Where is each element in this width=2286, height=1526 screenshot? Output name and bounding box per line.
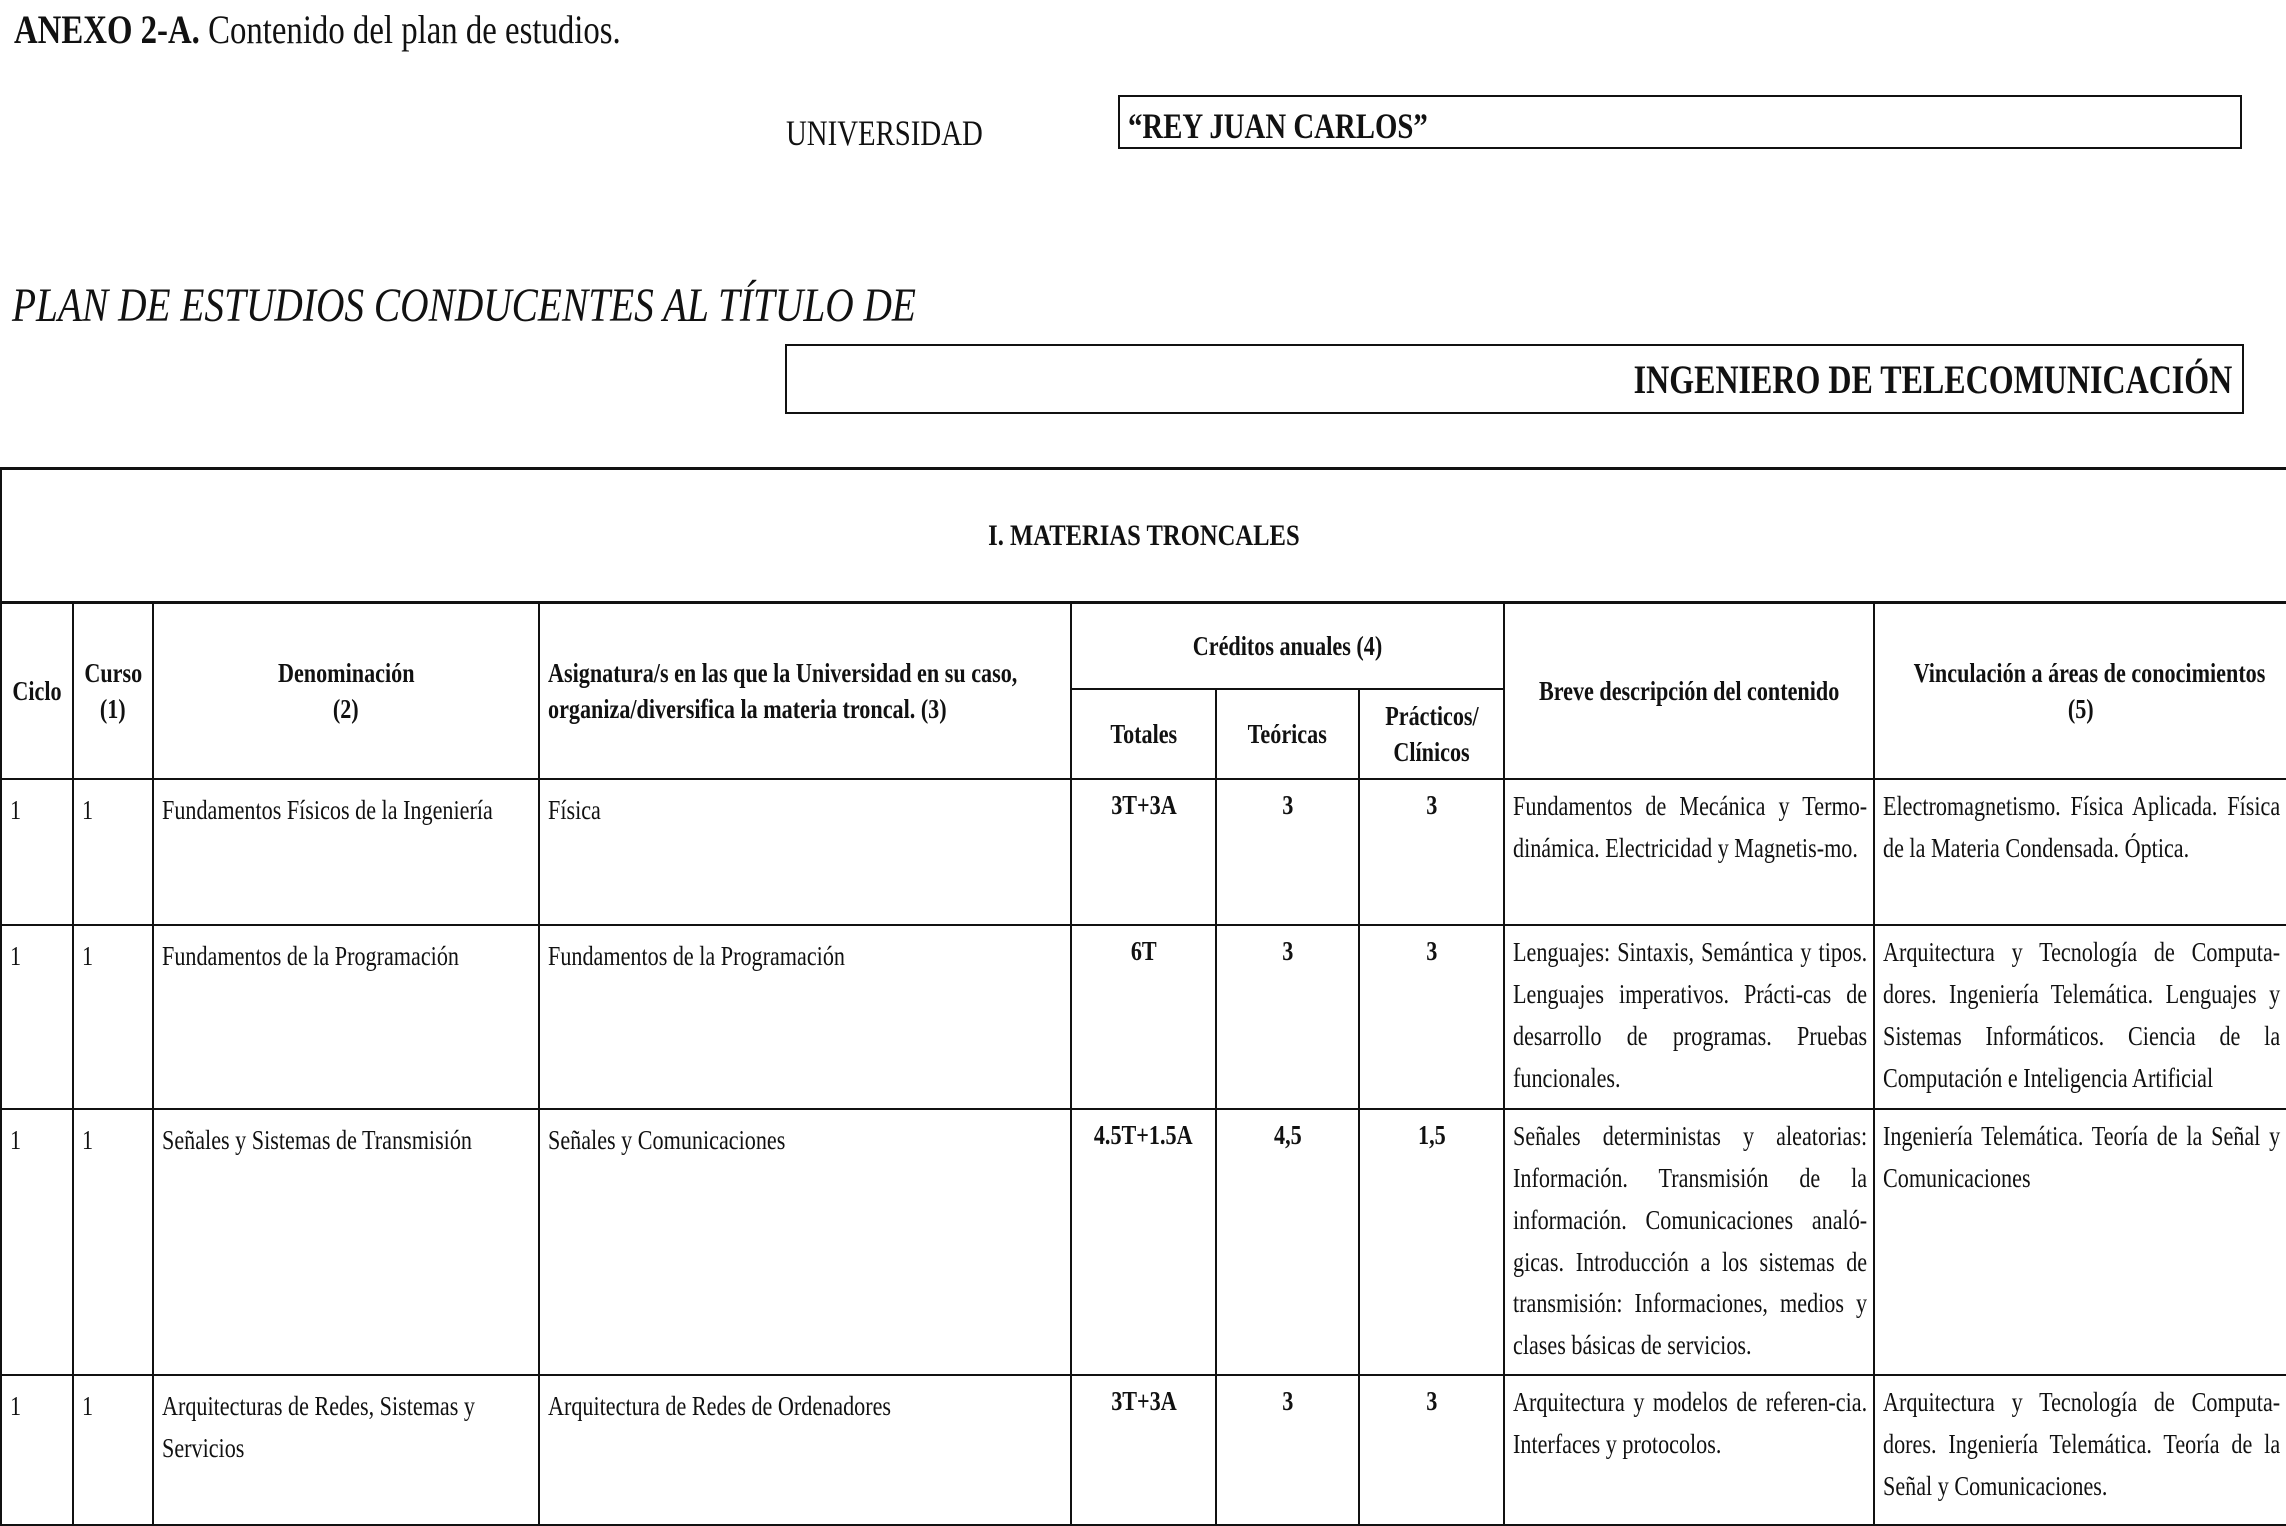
- cell-vinculacion: [1874, 779, 2286, 925]
- cell-text: Electromagnetismo. Física Aplicada. Física de la Materia Condensada. Óptica.: [1883, 791, 2281, 863]
- cell-vinculacion: [1874, 1375, 2286, 1525]
- degree-name-box: [785, 344, 2244, 414]
- cell-totales: [1071, 1375, 1216, 1525]
- cell-vinculacion: [1874, 1109, 2286, 1375]
- cell-text: Física: [548, 795, 601, 825]
- header-curso-label: Curso: [84, 657, 142, 688]
- cell-descripcion: [1504, 779, 1874, 925]
- section-header: [1, 469, 2286, 603]
- cell-ciclo: [1, 1109, 73, 1375]
- cell-text: 1: [82, 1391, 94, 1421]
- header-curso-note: (1): [100, 694, 126, 724]
- cell-text: 1,5: [1417, 1120, 1446, 1150]
- cell-text: Arquitectura y modelos de referen-cia. Interfaces y protocolos.: [1513, 1387, 1868, 1459]
- header-practicos: [1359, 689, 1504, 779]
- header-totales-label: Totales: [1110, 718, 1177, 749]
- cell-text: 6T: [1130, 936, 1157, 966]
- cell-text: 1: [10, 1391, 22, 1421]
- header-teoricas-label: Teóricas: [1247, 718, 1328, 749]
- cell-asignatura: [539, 925, 1071, 1109]
- cell-text: Señales y Comunicaciones: [548, 1125, 786, 1155]
- annex-description: Contenido del plan de estudios.: [199, 7, 621, 52]
- degree-name: INGENIERO DE TELECOMUNICACIÓN: [1633, 357, 2232, 402]
- university-name: “REY JUAN CARLOS”: [1128, 106, 1428, 146]
- cell-text: Señales deterministas y aleatorias: Información. Transmisión de la información. Comunicaciones analó-gicas. Introducción a los sistemas de transmisión: Informaciones, medios y clases básicas de servicios.: [1513, 1121, 1868, 1361]
- header-vinculacion-note: (5): [2067, 694, 2094, 724]
- cell-text: 3: [1425, 936, 1438, 966]
- header-asignatura: [539, 603, 1071, 780]
- header-descripcion-label: Breve descripción del contenido: [1538, 675, 1840, 706]
- cell-text: 1: [82, 1125, 94, 1155]
- document-heading: [14, 6, 621, 53]
- cell-curso: [73, 925, 153, 1109]
- header-creditos-label: Créditos anuales (4): [1192, 630, 1383, 661]
- header-denominacion: [153, 603, 539, 780]
- cell-text: 4.5T+1.5A: [1094, 1120, 1193, 1150]
- cell-text: Arquitecturas de Redes, Sistemas y Servicios: [162, 1391, 475, 1463]
- annex-label: ANEXO 2-A.: [14, 7, 200, 52]
- cell-text: 1: [10, 941, 22, 971]
- header-vinculacion: [1874, 603, 2286, 780]
- cell-practicos: [1359, 925, 1504, 1109]
- cell-teoricas: [1216, 925, 1359, 1109]
- cell-text: Arquitectura de Redes de Ordenadores: [548, 1391, 892, 1421]
- header-denominacion-label: Denominación: [277, 657, 415, 688]
- header-vinculacion-label: Vinculación a áreas de conocimientos: [1913, 657, 2266, 688]
- cell-totales: [1071, 925, 1216, 1109]
- cell-denominacion: [153, 1375, 539, 1525]
- cell-practicos: [1359, 1109, 1504, 1375]
- header-denominacion-note: (2): [333, 694, 359, 724]
- header-descripcion: [1504, 603, 1874, 780]
- cell-text: Arquitectura y Tecnología de Computa-dores. Ingeniería Telemática. Lenguajes y Sistemas Informáticos. Ciencia de la Computación e Inteligencia Artificial: [1883, 937, 2281, 1093]
- header-asignatura-line2: organiza/diversifica la materia troncal. (3): [548, 694, 947, 724]
- cell-totales: [1071, 1109, 1216, 1375]
- cell-curso: [73, 1375, 153, 1525]
- plan-title: PLAN DE ESTUDIOS CONDUCENTES AL TÍTULO DE: [12, 279, 916, 332]
- cell-text: 3: [1281, 1386, 1294, 1416]
- section-title: I. MATERIAS TRONCALES: [988, 518, 1300, 552]
- table-row: [1, 1375, 2286, 1525]
- subjects-table: [0, 467, 2286, 1526]
- cell-text: Fundamentos de la Programación: [162, 941, 459, 971]
- cell-text: 1: [82, 795, 94, 825]
- cell-descripcion: [1504, 1375, 1874, 1525]
- cell-curso: [73, 1109, 153, 1375]
- cell-ciclo: [1, 779, 73, 925]
- table-row: [1, 779, 2286, 925]
- university-label: UNIVERSIDAD: [786, 113, 983, 153]
- header-teoricas: [1216, 689, 1359, 779]
- cell-totales: [1071, 779, 1216, 925]
- cell-ciclo: [1, 925, 73, 1109]
- header-creditos: [1071, 603, 1504, 690]
- header-ciclo: [1, 603, 73, 780]
- cell-text: Señales y Sistemas de Transmisión: [162, 1125, 472, 1155]
- header-ciclo-label: Ciclo: [12, 675, 62, 706]
- cell-descripcion: [1504, 925, 1874, 1109]
- cell-text: 3: [1425, 1386, 1438, 1416]
- table-row: [1, 1109, 2286, 1375]
- header-asignatura-line1: Asignatura/s en las que la Universidad en su caso,: [548, 657, 1018, 688]
- cell-asignatura: [539, 1375, 1071, 1525]
- cell-teoricas: [1216, 1109, 1359, 1375]
- cell-denominacion: [153, 925, 539, 1109]
- cell-text: 3T+3A: [1110, 1386, 1177, 1416]
- cell-text: Fundamentos Físicos de la Ingeniería: [162, 795, 493, 825]
- cell-text: 1: [10, 795, 22, 825]
- cell-text: 4,5: [1273, 1120, 1302, 1150]
- cell-text: Ingeniería Telemática. Teoría de la Señal y Comunicaciones: [1883, 1121, 2281, 1193]
- cell-text: 3: [1425, 790, 1438, 820]
- cell-descripcion: [1504, 1109, 1874, 1375]
- cell-curso: [73, 779, 153, 925]
- cell-teoricas: [1216, 779, 1359, 925]
- cell-text: Fundamentos de la Programación: [548, 941, 845, 971]
- header-totales: [1071, 689, 1216, 779]
- header-practicos-line1: Prácticos/: [1384, 700, 1479, 731]
- cell-teoricas: [1216, 1375, 1359, 1525]
- cell-ciclo: [1, 1375, 73, 1525]
- cell-text: 3: [1281, 790, 1294, 820]
- cell-practicos: [1359, 779, 1504, 925]
- header-practicos-line2: Clínicos: [1393, 737, 1470, 767]
- header-curso: [73, 603, 153, 780]
- cell-text: 3: [1281, 936, 1294, 966]
- university-name-box: [1118, 95, 2242, 149]
- cell-text: Lenguajes: Sintaxis, Semántica y tipos. Lenguajes imperativos. Prácti-cas de desarrollo de programas. Pruebas funcionales.: [1513, 937, 1868, 1093]
- cell-text: 1: [10, 1125, 22, 1155]
- cell-text: Arquitectura y Tecnología de Computa-dores. Ingeniería Telemática. Teoría de la Señal y Comunicaciones.: [1883, 1387, 2281, 1501]
- cell-asignatura: [539, 1109, 1071, 1375]
- cell-text: 1: [82, 941, 94, 971]
- cell-denominacion: [153, 779, 539, 925]
- cell-text: Fundamentos de Mecánica y Termo-dinámica. Electricidad y Magnetis-mo.: [1513, 791, 1868, 863]
- cell-asignatura: [539, 779, 1071, 925]
- cell-vinculacion: [1874, 925, 2286, 1109]
- cell-practicos: [1359, 1375, 1504, 1525]
- table-row: [1, 925, 2286, 1109]
- cell-denominacion: [153, 1109, 539, 1375]
- cell-text: 3T+3A: [1110, 790, 1177, 820]
